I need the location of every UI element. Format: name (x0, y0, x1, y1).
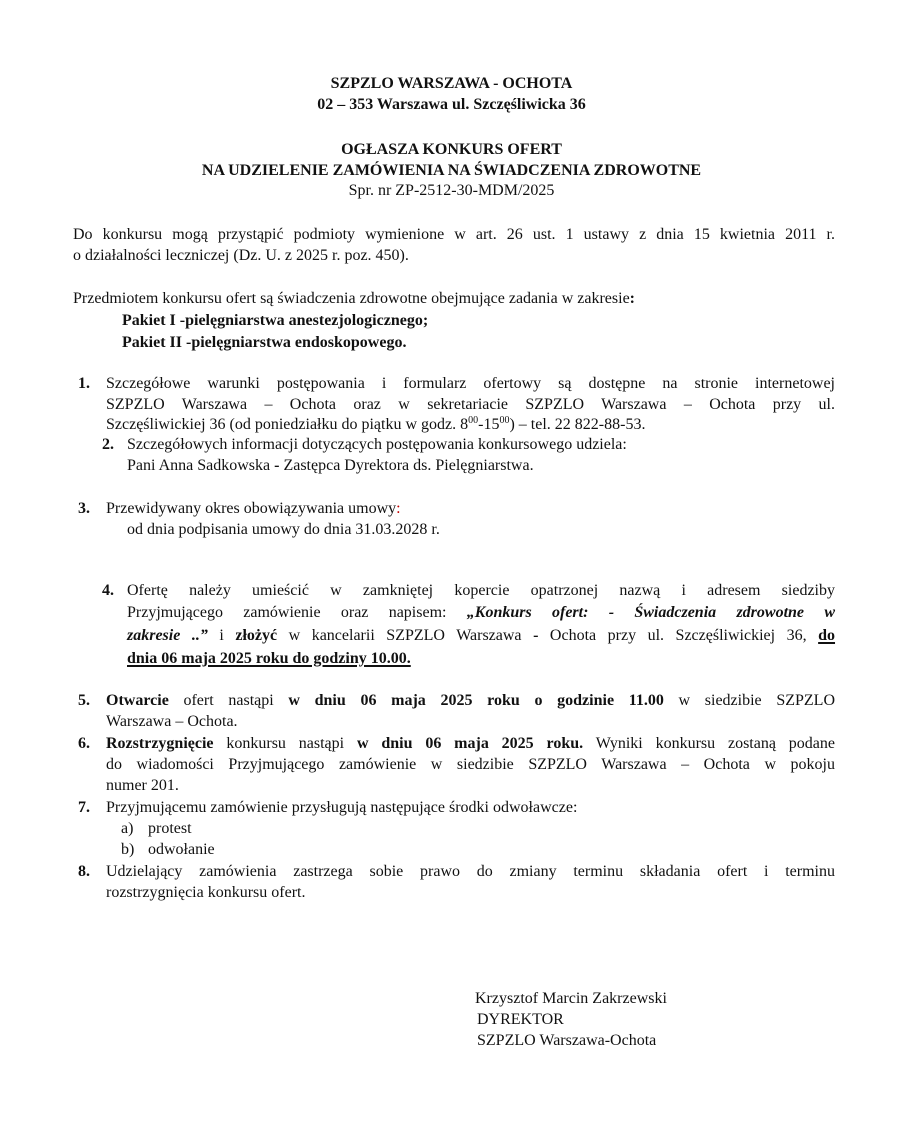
item-5-line-2: Warszawa – Ochota. (106, 713, 238, 730)
item-1-line-2: SZPZLO Warszawa – Ochota oraz w sekretariacie SZPZLO Warszawa – Ochota przy ul. (106, 396, 835, 413)
intro-line-1: Do konkursu mogą przystąpić podmioty wymienione w art. 26 ust. 1 ustawy z dnia 15 kwietnia 2011 r. (73, 226, 835, 243)
item-3-line-1 (106, 498, 401, 519)
item-number: 6. (78, 735, 90, 752)
contract-period-label: Przewidywany okres obowiązywania umowy (106, 500, 397, 517)
item-number: 2. (102, 436, 114, 453)
hours-end: -15 (478, 416, 500, 433)
opening-label: Otwarcie (106, 692, 169, 709)
signatory-org: SZPZLO Warszawa-Ochota (477, 1032, 657, 1049)
item-5-line-1 (106, 690, 835, 711)
submission-deadline: dnia 06 maja 2025 roku do godziny 10.00. (127, 650, 411, 667)
item-8-line-2: rozstrzygnięcia konkursu ofert. (106, 884, 306, 901)
item-1-line-3 (106, 414, 645, 435)
item-number: 3. (78, 500, 90, 517)
office-text: w kancelarii SZPZLO Warszawa (277, 627, 534, 644)
package-1: Pakiet I -pielęgniarstwa anestezjologicznego; (122, 312, 429, 329)
item-4-line-3 (127, 625, 835, 646)
item-6-line-2: do wiadomości Przyjmującego zamówienie w siedzibie SZPZLO Warszawa – Ochota w pokoju (106, 756, 835, 773)
subject-lead-text: Przedmiotem konkursu ofert są świadczenia zdrowotne obejmujące zadania w zakresie (73, 290, 630, 307)
item-8-line-1: Udzielający zamówienia zastrzega sobie prawo do zmiany terminu składania ofert i terminu (106, 863, 835, 880)
package-2: Pakiet II -pielęgniarstwa endoskopowego. (122, 334, 407, 351)
item-4-line-2 (127, 602, 835, 623)
item-number: 1. (78, 375, 90, 392)
item-1-line-1: Szczegółowe warunki postępowania i formularz ofertowy są dostępne na stronie internetowej (106, 375, 835, 392)
and-text: i (207, 627, 236, 644)
inscription-label: Przyjmującego zamówienie oraz napisem: (127, 604, 467, 621)
submit-verb: złożyć (235, 627, 278, 644)
hours-sup-end: 00 (499, 415, 510, 426)
item-4-line-1: Ofertę należy umieścić w zamkniętej kopercie opatrzonej nazwą i adresem siedziby (127, 582, 835, 599)
deadline-start: do (818, 627, 836, 644)
org-address: 02 – 353 Warszawa ul. Szczęśliwicka 36 (317, 96, 586, 113)
signatory-name: Krzysztof Marcin Zakrzewski (475, 990, 667, 1007)
subject-lead-colon: : (629, 290, 635, 307)
sublist-label: a) (121, 820, 134, 837)
item-2-line-1: Szczegółowych informacji dotyczących postępowania konkursowego udziela: (127, 436, 627, 453)
item-number: 4. (102, 582, 114, 599)
hours-text: Szczęśliwickiej 36 (od poniedziałku do piątku w godz. 8 (106, 416, 469, 433)
intro-line-2: o działalności leczniczej (Dz. U. z 2025 r. poz. 450). (73, 247, 409, 264)
item-2-line-2 (127, 455, 534, 476)
phone-text: ) – tel. 22 822-88-53. (509, 416, 646, 433)
contact-role: Zastępca Dyrektora ds. Pielęgniarstwa. (279, 457, 534, 474)
resolution-label: Rozstrzygnięcie (106, 735, 214, 752)
item-number: 7. (78, 799, 90, 816)
subject-lead (73, 288, 635, 309)
dash: - (533, 627, 539, 644)
item-3-line-2: od dnia podpisania umowy do dnia 31.03.2028 r. (127, 521, 440, 538)
hours-sup-start: 00 (468, 415, 479, 426)
org-name: SZPZLO WARSZAWA - OCHOTA (330, 75, 573, 92)
sublist-text: protest (148, 820, 192, 837)
item-number: 8. (78, 863, 90, 880)
announcement-title: OGŁASZA KONKURS OFERT (341, 141, 562, 158)
signatory-position: DYREKTOR (477, 1011, 564, 1028)
resolution-date: w dniu 06 maja 2025 roku. (356, 735, 584, 752)
resolution-text: konkursu nastąpi (213, 735, 357, 752)
item-6-line-1 (106, 733, 835, 754)
colon-red: : (396, 500, 401, 517)
opening-text: ofert nastąpi (168, 692, 289, 709)
results-text: Wyniki konkursu zostaną podane (583, 735, 836, 752)
item-number: 5. (78, 692, 90, 709)
dash: - (274, 457, 280, 474)
opening-place: w siedzibie SZPZLO (663, 692, 836, 709)
case-number: Spr. nr ZP-2512-30-MDM/2025 (348, 182, 555, 199)
item-7-line-1: Przyjmującemu zamówienie przysługują następujące środki odwoławcze: (106, 799, 578, 816)
announcement-subtitle: NA UDZIELENIE ZAMÓWIENIA NA ŚWIADCZENIA ZDROWOTNE (201, 162, 702, 179)
contact-name: Pani Anna Sadkowska (127, 457, 275, 474)
office-address: Ochota przy ul. Szczęśliwickiej 36, (538, 627, 819, 644)
opening-date: w dniu 06 maja 2025 roku o godzinie 11.00 (288, 692, 664, 709)
sublist-text: odwołanie (148, 841, 215, 858)
sublist-label: b) (121, 841, 135, 858)
item-6-line-3: numer 201. (106, 777, 179, 794)
inscription-text: „Konkurs ofert: - Świadczenia zdrowotne w (466, 604, 836, 621)
inscription-text-end: zakresie ..” (127, 627, 208, 644)
